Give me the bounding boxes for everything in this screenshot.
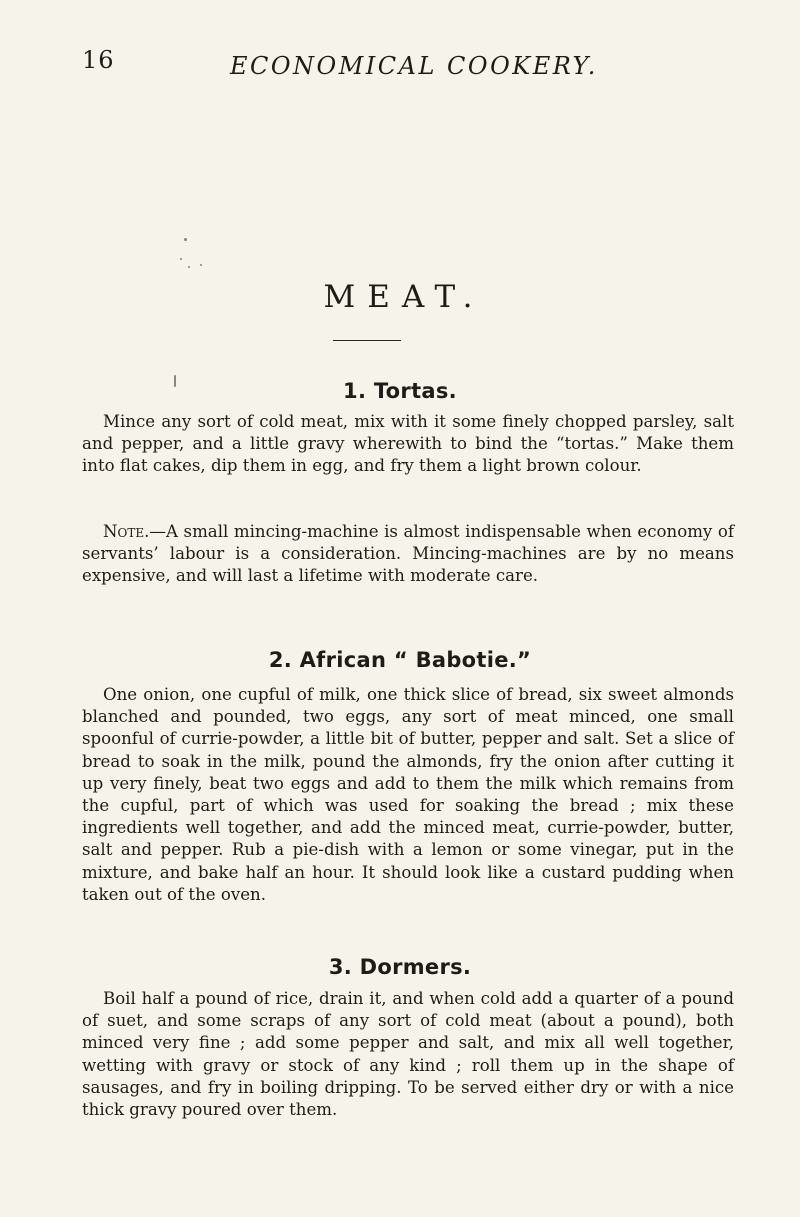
recipe-paragraph: Boil half a pound of rice, drain it, and when cold add a quarter of a pound of suet, and some scraps of any sort of cold meat (about a pound), both minced very fine ; add some pepper and salt, and mix all well together, wetting with gravy or stock of any kind ; roll them up in the shape of sausages, and fry in boiling dripping. To be served either dry or with a nice thick gravy poured over them. [82, 989, 734, 1120]
recipe-title: 2. African “ Babotie.” [268, 648, 532, 672]
recipe-title: 3. Dormers. [328, 955, 472, 979]
recipe-paragraph: Mince any sort of cold meat, mix with it some finely chopped parsley, salt and pepper, and a little gravy wherewith to bind the “tortas.” Make them into flat cakes, dip them in egg, and fry them a light brown colour. [82, 412, 734, 476]
recipe-paragraph: One onion, one cupful of milk, one thick slice of bread, six sweet almonds blanched and pounded, two eggs, any sort of meat minced, one small spoonful of currie-powder, a little bit of butter, pepper and salt. Set a slice of bread to soak in the milk, pound the almonds, fry the onion after cutting it up very finely, beat two eggs and add to them the milk which remains from the cupful, part of which was used for soaking the bread ; mix these ingredients well together, and add the minced meat, currie-powder, butter, salt and pepper. Rub a pie-dish with a lemon or some vinegar, put in the mixture, and bake half an hour. It should look like a custard pudding when taken out of the oven. [82, 685, 734, 904]
note-text: —A small mincing-machine is almost indispensable when economy of servants’ labour is a consideration. Mincing-machines are by no means expensive, and will last a lifetime with moderate care. [82, 522, 734, 586]
recipe-title: 1. Tortas. [343, 379, 457, 403]
note-label: Note. [103, 522, 150, 541]
paper-speck [188, 266, 190, 268]
running-title: ECONOMICAL COOKERY. [230, 52, 598, 80]
paper-speck [184, 238, 187, 241]
section-title: MEAT. [323, 279, 485, 315]
recipe-note [82, 521, 734, 588]
section-rule [333, 340, 401, 341]
paper-speck [200, 264, 202, 266]
paper-speck [180, 258, 182, 260]
page-number: 16 [82, 46, 115, 74]
